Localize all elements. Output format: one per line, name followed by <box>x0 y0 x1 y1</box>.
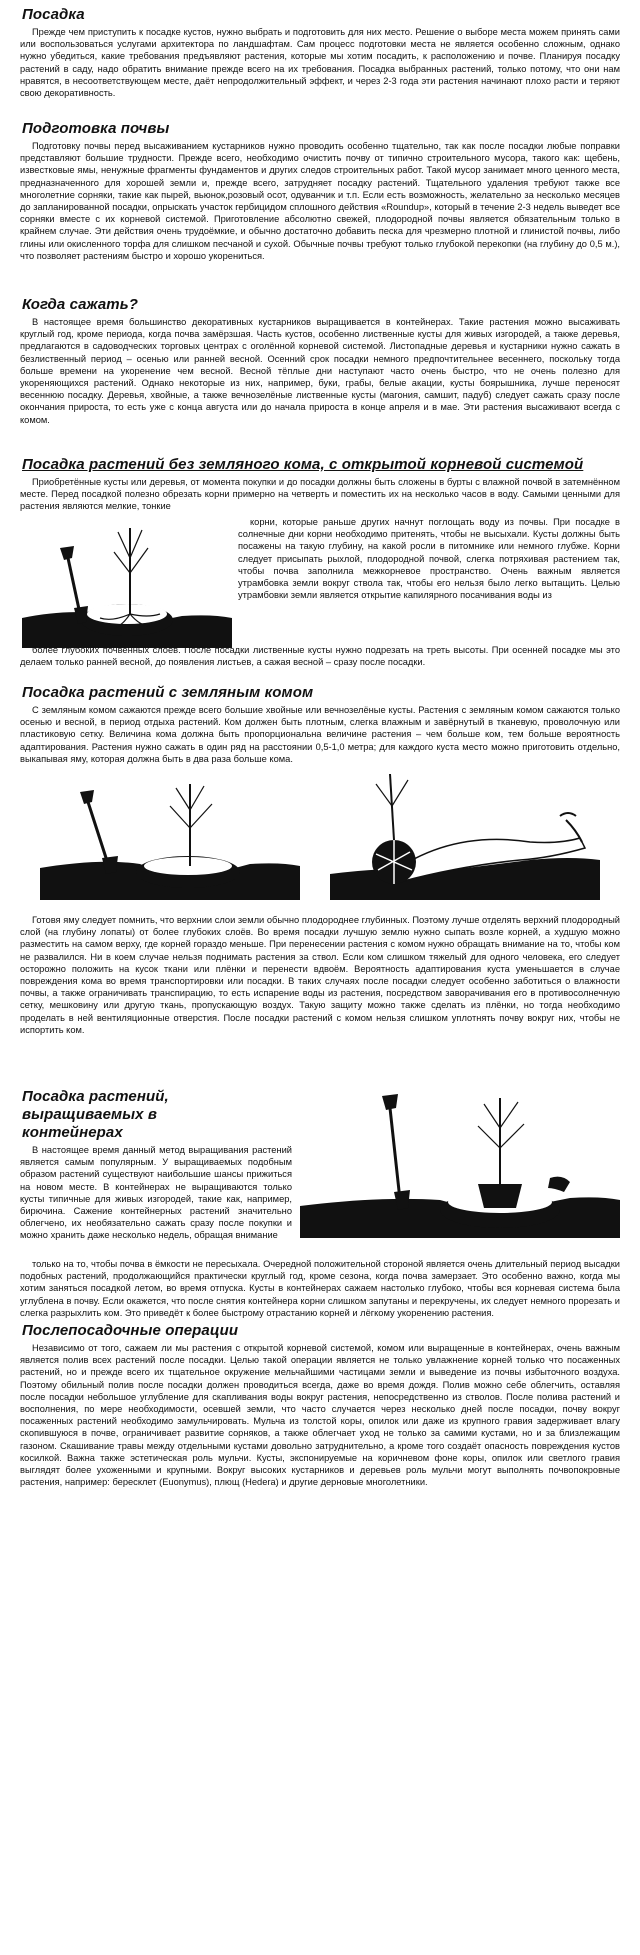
section-root-ball <box>0 684 640 765</box>
section-float-text: В настоящее время данный метод выращивания растений является самым популярным. У выращиваемых подобным образом растений существуют наибольшие шансы прижиться на новом месте. В контейнерах не выращиваются только кусты типичные для живых изгородей, такие как, например, бирючина. Сажение контейнерных растений значительно облегчено, их необязательно сажать сразу после покупки и можно хранить даже несколько недель, обращая внимание <box>20 1145 292 1241</box>
section-rest-text: более глубоких почвенных слоёв. После посадки лиственные кусты нужно подрезать на треть высоты. При осенней посадке мы это делаем только ранней весной, до появления листьев, а сажая весной – сразу после посадки. <box>20 645 620 668</box>
section-text: Прежде чем приступить к посадке кустов, нужно выбрать и подготовить для них место. Решение о выборе места можем принять сами или воспользоваться услугами архитектора по ландшафтам. Сам процесс подготовки места не является особенно сложным, однако нужно убедиться, какие требования предъявляют растения, которые мы хотим посадить, к расположению и почве. Планируя посадку растений в саду, надо обратить внимание прежде всего на их требования. Посадка выбранных растений, только потому, что они нам нравятся, в несоответствующем месте, даёт непродолжительный эффект, и через 2-3 года эти растения начинают плохо расти и теряют свою декоративность. <box>20 27 620 99</box>
section-title: Посадка растений с земляным комом <box>22 684 314 701</box>
section-title-line-2: выращиваемых в <box>22 1106 157 1123</box>
section-text: Подготовку почвы перед высаживанием кустарников нужно проводить особенно тщательно, так как после посадки любые поправки представляют большие трудности. Прежде всего, необходимо очистить почву от типично строительного мусора, такого как: щебень, известковые ямы, ненужные фрагменты фундаментов и других следов строительных работ. Такой мусор занимает много ценного места, предназначенного для хорошей земли и, прежде всего, затрудняет посадку растений. Тщательного удаления требуют также все многолетние сорняки, такие как пырей, вьюнок,розовый осот, одуванчик и т.п. Если есть возможность, желательно за несколько месяцев до запланированной посадки, опрыскать участок гербицидом сплошного действия «Roundup», который в течение 2-3 недель выведет все сорняки вместе с их корневой системой. Приготовление абсолютно свежей, плодородной почвы является обязательным только в крайнем случае. Эти действия очень трудоёмкие, и обычно достаточно добавить песка для чрезмерно плотной и глинистой почвы, либо глины или окисленного торфа для слишком песчаной и сухой. Обычные почвы требуют только глубокой перекопки (на глубину до 0,5 м.), что позволяет растениям быстро и хорошо укорениться. <box>20 141 620 261</box>
section-title-line-1: Посадка растений, <box>22 1088 169 1105</box>
bare-root-planting-illustration <box>22 518 232 648</box>
section-soil-preparation <box>0 120 640 262</box>
section-intro: Приобретённые кусты или деревья, от момента покупки и до посадки должны быть сложены в бурты с влажной почвой в затемнённом месте. Перед посадкой полезно обрезать корни примерно на четверть и поместить их на несколько часов в воду. Самыми ценными для растения являются мелкие, тонкие <box>20 477 620 512</box>
section-bare-root <box>0 456 640 686</box>
section-title-line-3: контейнерах <box>22 1124 123 1141</box>
section-post-planting <box>0 1322 640 1488</box>
section-container-grown <box>0 1088 640 1320</box>
root-ball-transport-illustration <box>330 770 600 900</box>
section-text: В настоящее время большинство декоративных кустарников выращивается в контейнерах. Такие растения можно высаживать круглый год, кроме периода, когда почва замёрзшая. Часть кустов, особенно лиственные кусты для живых изгородей, а также деревья, предлагаются в садоводческих торговых центрах с оголённой корневой системой. Листопадные деревья и кустарники нужно сажать в безлиственный период – осенью или ранней весной. Осенний срок посадки немного предпочтительнее весеннего, поскольку тогда больше времени на укоренение чем весной. Весной тёплые дни наступают часто очень быстро, что не очень полезно для укореняющихся растений. Однако некоторые из них, например, буки, грабы, белые акации, кусты боярышника, лучше переносят весеннюю посадку. Деревья, хвойные, а также вечнозелёные лиственные кусты (магония, самшит, падуб) следует сажать сразу после окончания прироста, то есть уже с конца августа или до начала прироста в конце апреля и в мае. Эти растения высаживают всегда с комом. <box>20 317 620 425</box>
container-planting-illustration <box>300 1088 620 1238</box>
section-title: Посадка растений без земляного кома, с открытой корневой системой <box>22 456 584 473</box>
section-title: Послепосадочные операции <box>22 1322 239 1339</box>
section-text: Независимо от того, сажаем ли мы растения с открытой корневой системой, комом или выращенные в контейнерах, очень важным является полив всех растений после посадки. Целью такой операции является не только увлажнение корней только что посаженных растений, но и прежде всего их тщательное окружение мельчайшими частицами земли и выведение из почвы избыточного воздуха. Поэтому обильный полив после посадки должен проводиться всегда, даже во время дождя. Полив можно себе облегчить, оставляя после посадки небольшое углубление для скапливания воды вокруг растения, непосредственно из стволов. После полива растений и восполнения, по мере необходимости, осевшей земли, что часто случается через несколько дней после посадки, почву вокруг посаженных растений необходимо замульчировать. Мульча из толстой коры, опилок или даже из крупного гравия задерживает влагу скопившуюся в почве, ограничивает развитие сорняков, а также облегчает уход не только за самими кустами, но и за близлежащим газоном. Скашивание травы между отдельными кустами довольно затруднительно, а кроме того создаёт опасность повреждения кустов косилкой. Важна также эстетическая роль мульчи. Кусты, экспонируемые на коричневом фоне коры, опилок или светлого гравия выглядят более ухоженными и крупными. Вокруг высоких кустарников и деревьев роль мульчи могут выполнять почвопокровные растения, например: бересклет (Euonymus), плющ (Hedera) и другие дерновые многолетники. <box>20 1343 620 1488</box>
section-rest-text: только на то, чтобы почва в ёмкости не пересыхала. Очередной положительной стороной является очень длительный период высадки подобных растений, продолжающийся практически круглый год, кроме сезона, когда почва замерзает. Это особенно важно, когда мы хотим заняться посадкой летом, во время отпуска. Кусты в контейнерах сажаем настолько глубоко, чтобы вся корневая система была углублена в почву. Если окажется, что после снятия контейнера корни слишком запутаны и перекручены, их следует немного прорезать и слегка разрыхлить ком. Это приведёт к более быстрому отрастанию корней и лёгкому укоренению растения. <box>20 1259 620 1318</box>
section-planting <box>0 6 640 99</box>
section-when-to-plant <box>0 296 640 426</box>
root-ball-planting-illustration <box>40 780 300 900</box>
section-float-text: корни, которые раньше других начнут поглощать воду из почвы. При посадке в солнечные дни корни необходимо притенять, чтобы не высыхали. Кусты должны быть посажены на такую глубину, на какой росли в питомнике или немного глубже. Корни следует присыпать рыхлой, плодородной почвой, слегка потряхивая растением так, чтобы почва заполнила межкорневое пространство. Очень важным является утрамбовка земли вокруг ствола так, чтобы его нельзя было легко вытащить. Целью утрамбовки земли является открытие капилярного посачивания воды из <box>238 517 620 601</box>
section-text: С земляным комом сажаются прежде всего большие хвойные или вечнозелёные кусты. Растения с земляным комом сажаются только осенью и весной, в период отдыха растений. Ком должен быть плотным, слегка влажным и завёрнутый в тканевую, проволочную или пластиковую сетку. Величина кома должна быть пропорциональна величине растения – чем больше ком, тем больше вероятность адаптирования. Растения нужно сажать в один ряд на расстоянии 0,5-1,0 метра; для каждого куста место можно приготовить отдельно, выкапывая яму, которая должна быть в два раза больше кома. <box>20 705 620 764</box>
section-title: Когда сажать? <box>22 296 138 313</box>
section-title: Посадка <box>22 6 85 23</box>
section-text-continued: Готовя яму следует помнить, что верхнии слои земли обычно плодороднее глубинных. Поэтому лучше отделять верхний плодородный слой (на глубину лопаты) от более глубоких слоёв. Во время посадки лучшую землю нужно сыпать возле корней, а худшую можно разместить на самом верху, где корней гораздо меньше. При перенесении растения с комом нужно обращать внимание на то, чтобы ком не развалился. Ни в коем случае нельзя поднимать растения за ствол. Если ком слишком тяжелый для одного человека, его следует осторожно положить на кусок ткани или плёнки и перенести вдвоём. Вероятность адаптирования куста уменьшается в случае повреждения кома во время транспортировки или посадки. В таких случаях после посадки следует особенно заботиться о влажности почвы, а также ограничивать транспирацию, то есть испарение воды из растения, посредством заворачивания его в противосолнечную сетку, мешковину или другую ткань, пропускающую воздух. Такую защиту можно также сделать из плёнки, но тогда необходимо проделать в ней вентиляционные отверстия. После посадки растений с комом нельзя слишком уплотнять почву вокруг них, чтобы не испортить ком. <box>20 915 620 1035</box>
section-title: Подготовка почвы <box>22 120 170 137</box>
section-root-ball-continued <box>0 912 640 1036</box>
